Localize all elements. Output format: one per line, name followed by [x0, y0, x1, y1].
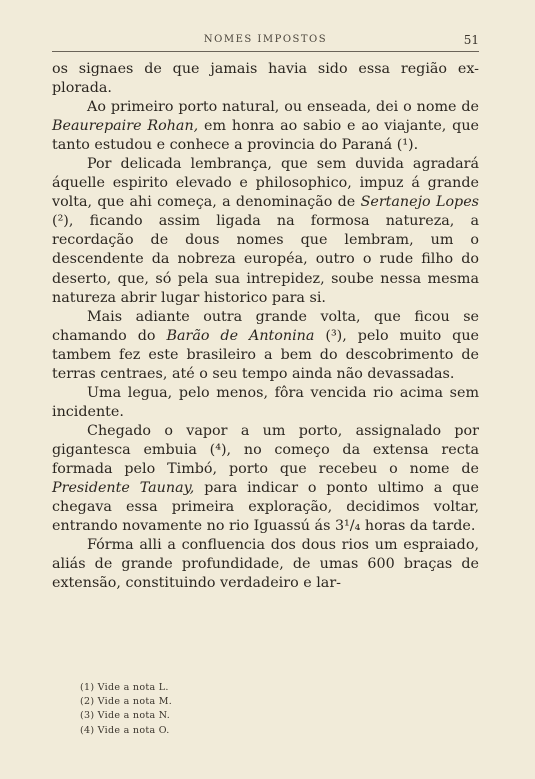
paragraph-4-text-b: (³), pelo muito que tambem fez este brasileiro a bem do descobrimento de terras centraes, até o seu tempo ainda não devassadas.: [52, 327, 479, 382]
footnote-4: (4) Vide a nota O.: [80, 724, 170, 736]
paragraph-3-text-a: Por delicada lembrança, que sem duvida agradará áquelle espirito elevado e philosophico, impuz á grande volta, que ahi começa, a denominação de: [52, 156, 479, 211]
footnote-2: (2) Vide a nota M.: [80, 696, 173, 708]
paragraph-5: Uma legua, pelo menos, fôra vencida rio acima sem incidente.: [52, 384, 479, 420]
page-number: 51: [463, 33, 479, 47]
paragraph-2-text-b: em honra ao sabio e ao viajante, que tanto estudou e conhece a provincia do Paraná (¹).: [52, 118, 479, 154]
header-rule: [52, 51, 479, 52]
paragraph-3-text-b: (²), ficando assim ligada na formosa natureza, a recordação de dous nomes que lembram, um o descendente da nobreza européa, outro o rude filho do deserto, que, só pela sua intrepidez, soube nessa mesma natureza abrir lugar historico para si.: [52, 213, 479, 306]
paragraph-6-text-b: para indicar o ponto ultimo a que chegava essa primeira exploração, decidimos voltar, entrando novamente no rio Iguassú ás 3¹/₄ horas da tarde.: [52, 480, 480, 535]
name-barao-de-antonina: Barão de Antonina: [166, 327, 315, 344]
body-text: [52, 60, 479, 593]
paragraph-2-text-a: Ao primeiro porto natural, ou enseada, dei o nome de: [87, 99, 479, 116]
paragraph-6-text-a: Chegado o vapor a um porto, assignalado por gigantesca embuia (⁴), no começo da extensa recta formada pelo Timbó, porto que recebeu o nome de: [52, 422, 479, 477]
paragraph-6: [52, 422, 479, 536]
paragraph-1: os signaes de que jamais havia sido essa região ex-plorada.: [52, 61, 479, 97]
paragraph-2: [52, 98, 479, 155]
page-header: [52, 34, 479, 52]
name-presidente-taunay: Presidente Taunay,: [52, 480, 195, 497]
paragraph-4: [52, 308, 479, 384]
footnotes: [80, 681, 172, 738]
paragraph-7: Fórma alli a confluencia dos dous rios um espraiado, aliás de grande profundidade, de umas 600 braças de extensão, constituindo verdadeiro e lar-: [52, 537, 479, 592]
paragraph-3: [52, 155, 479, 307]
footnote-1: (1) Vide a nota L.: [80, 682, 169, 693]
footnote-3: (3) Vide a nota N.: [80, 710, 171, 722]
name-beaurepaire-rohan: Beaurepaire Rohan,: [52, 118, 199, 135]
running-title: NOMES IMPOSTOS: [203, 34, 328, 45]
name-sertanejo-lopes: Sertanejo Lopes: [360, 194, 479, 211]
paragraph-4-text-a: Mais adiante outra grande volta, que ficou se chamando do: [52, 308, 479, 344]
